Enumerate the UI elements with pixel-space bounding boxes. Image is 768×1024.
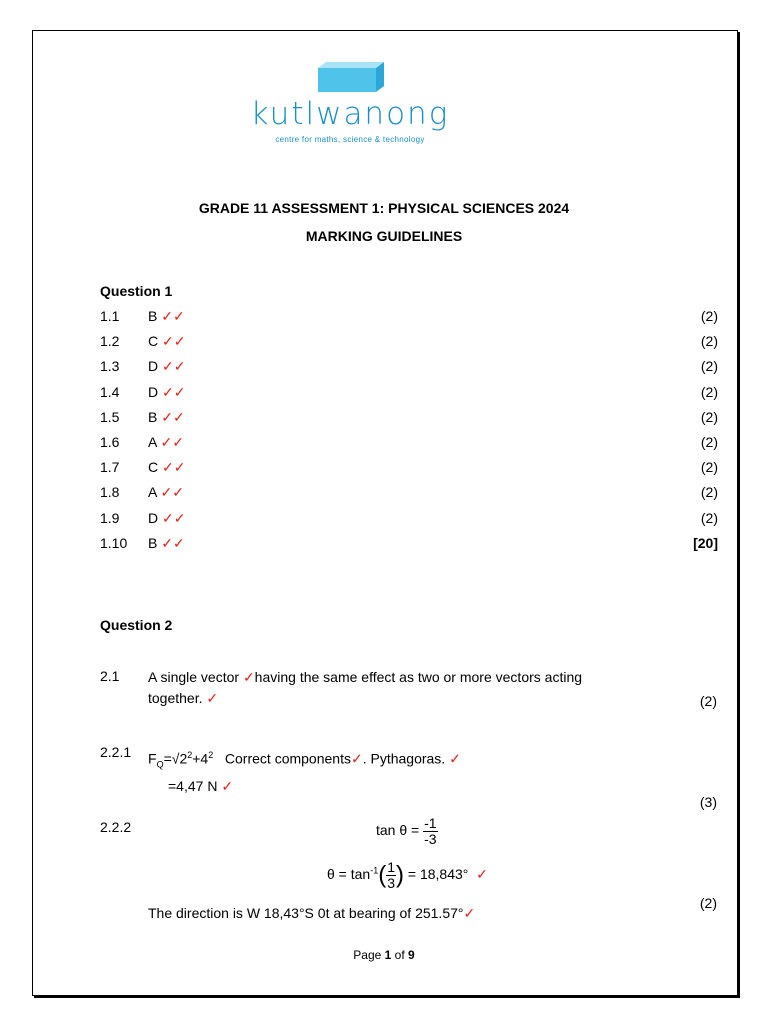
q2-2-1-number: 2.2.1 bbox=[100, 744, 132, 760]
marks: (2) bbox=[700, 459, 718, 476]
question-number: 1.7 bbox=[100, 459, 120, 476]
page-word: Page bbox=[353, 948, 382, 962]
question-number: 1.10 bbox=[100, 534, 128, 551]
tan-equation bbox=[376, 816, 438, 847]
answer-letter: D ✓✓ bbox=[148, 383, 186, 400]
q2-2-2-marks: (2) bbox=[699, 895, 717, 911]
double-tick-icon: ✓✓ bbox=[162, 383, 186, 400]
question-number: 1.2 bbox=[100, 333, 120, 350]
tick-icon: ✓ bbox=[242, 669, 255, 685]
q2-1-number: 2.1 bbox=[100, 668, 120, 684]
exponent-1: 2 bbox=[187, 750, 193, 760]
q2-1-answer bbox=[148, 669, 668, 686]
double-tick-icon: ✓✓ bbox=[160, 434, 184, 450]
marks: [20] bbox=[693, 534, 718, 551]
answer-letter: B ✓✓ bbox=[148, 308, 185, 324]
question-number: 1.3 bbox=[100, 358, 120, 375]
question-2-heading: Question 2 bbox=[100, 617, 173, 633]
double-tick-icon: ✓✓ bbox=[161, 534, 185, 551]
q2-2-2-number: 2.2.2 bbox=[100, 819, 132, 835]
double-tick-icon: ✓✓ bbox=[162, 333, 186, 350]
logo-wordmark: kutlwanong bbox=[250, 96, 450, 132]
marks: (2) bbox=[700, 509, 718, 526]
question-number: 1.5 bbox=[100, 408, 120, 425]
answer-row bbox=[100, 358, 718, 378]
answer-row bbox=[100, 409, 718, 429]
page-number: 1 bbox=[384, 948, 392, 962]
tan-denominator: -3 bbox=[424, 831, 437, 847]
document-subtitle: MARKING GUIDELINES bbox=[305, 228, 463, 244]
tick-icon: ✓ bbox=[476, 866, 488, 883]
answer-row bbox=[100, 384, 718, 404]
plus-term: +4 bbox=[192, 750, 209, 767]
question-number: 1.6 bbox=[100, 434, 120, 450]
double-tick-icon: ✓✓ bbox=[161, 308, 185, 324]
question-number: 1.9 bbox=[100, 509, 120, 526]
root-expression: =√2 bbox=[163, 750, 188, 767]
double-tick-icon: ✓✓ bbox=[162, 509, 186, 526]
kutlwanong-logo bbox=[225, 62, 475, 144]
page-total: 9 bbox=[408, 948, 415, 962]
q2-1-text-b: having the same effect as two or more vectors acting bbox=[254, 669, 583, 685]
force-subscript: Q bbox=[156, 759, 164, 770]
tick-icon: ✓ bbox=[206, 690, 219, 706]
double-tick-icon: ✓✓ bbox=[160, 484, 184, 501]
answer-row bbox=[100, 484, 718, 504]
marks: (2) bbox=[700, 308, 718, 324]
q2-2-1-comment-b: . Pythagoras. bbox=[362, 750, 450, 767]
answer-letter: D ✓✓ bbox=[148, 509, 186, 526]
answer-row bbox=[100, 459, 718, 479]
logo-tagline: centre for maths, science & technology bbox=[275, 135, 425, 144]
double-tick-icon: ✓✓ bbox=[162, 459, 186, 476]
answer-letter: A ✓✓ bbox=[148, 434, 184, 450]
answer-row bbox=[100, 510, 718, 530]
answer-row bbox=[100, 434, 718, 454]
marks: (2) bbox=[700, 434, 718, 450]
q2-2-2-direction bbox=[148, 905, 475, 922]
theta-denominator: 3 bbox=[387, 875, 396, 891]
q2-1-text-a: A single vector bbox=[148, 669, 243, 685]
answer-letter: D ✓✓ bbox=[148, 358, 186, 375]
cube-logo-icon bbox=[314, 62, 386, 94]
double-tick-icon: ✓✓ bbox=[162, 358, 186, 375]
answer-letter: B ✓✓ bbox=[148, 534, 185, 551]
marks: (2) bbox=[700, 333, 718, 350]
marks: (2) bbox=[700, 358, 718, 375]
marks: (2) bbox=[700, 408, 718, 425]
document-title: GRADE 11 ASSESSMENT 1: PHYSICAL SCIENCES 2024 bbox=[198, 200, 570, 216]
theta-numerator: 1 bbox=[387, 859, 396, 875]
question-number: 1.8 bbox=[100, 484, 120, 501]
theta-rhs: = 18,843° bbox=[404, 866, 473, 883]
q2-1-answer-line2 bbox=[148, 690, 218, 707]
question-number: 1.1 bbox=[100, 308, 120, 324]
q2-2-1-marks: (3) bbox=[699, 794, 717, 810]
tick-icon: ✓ bbox=[350, 750, 363, 767]
question-1-heading: Question 1 bbox=[100, 283, 173, 299]
tan-fraction bbox=[423, 816, 437, 847]
q2-2-1-comment-a: Correct components bbox=[224, 750, 351, 767]
q2-2-1-result bbox=[168, 778, 233, 795]
answer-letter: C ✓✓ bbox=[148, 333, 186, 350]
marks: (2) bbox=[700, 484, 718, 501]
of-word: of bbox=[394, 948, 405, 962]
marks: (2) bbox=[700, 383, 718, 400]
double-tick-icon: ✓✓ bbox=[161, 408, 185, 425]
tan-numerator: -1 bbox=[424, 815, 437, 831]
q2-1-marks: (2) bbox=[699, 693, 717, 709]
direction-text: The direction is W 18,43°S 0t at bearing of 251.57° bbox=[148, 905, 464, 921]
tick-icon: ✓ bbox=[463, 905, 476, 921]
exponent-2: 2 bbox=[208, 750, 214, 760]
answer-row bbox=[100, 333, 718, 353]
q2-2-1-formula bbox=[148, 750, 461, 769]
theta-lhs: θ = tan bbox=[327, 866, 371, 883]
tick-icon: ✓ bbox=[221, 778, 234, 794]
q2-2-1-result-value: =4,47 N bbox=[168, 778, 222, 794]
theta-equation: $\theta = \tan^{-1}$( $\frac{1}{3}$ ) = 18,843° ✓ bbox=[327, 859, 488, 891]
answer-row bbox=[100, 308, 718, 328]
page-footer bbox=[0, 948, 768, 962]
inverse-exponent: -1 bbox=[370, 865, 379, 876]
answer-letter: B ✓✓ bbox=[148, 408, 185, 425]
force-symbol: F bbox=[148, 750, 157, 767]
answer-letter: C ✓✓ bbox=[148, 459, 186, 476]
tick-icon: ✓ bbox=[449, 750, 461, 767]
tan-lhs: tan θ = bbox=[376, 822, 420, 839]
answer-row bbox=[100, 535, 718, 555]
question-number: 1.4 bbox=[100, 383, 120, 400]
q2-1-text-c: together. bbox=[148, 690, 207, 706]
theta-fraction bbox=[386, 860, 396, 891]
answer-letter: A ✓✓ bbox=[148, 484, 184, 501]
